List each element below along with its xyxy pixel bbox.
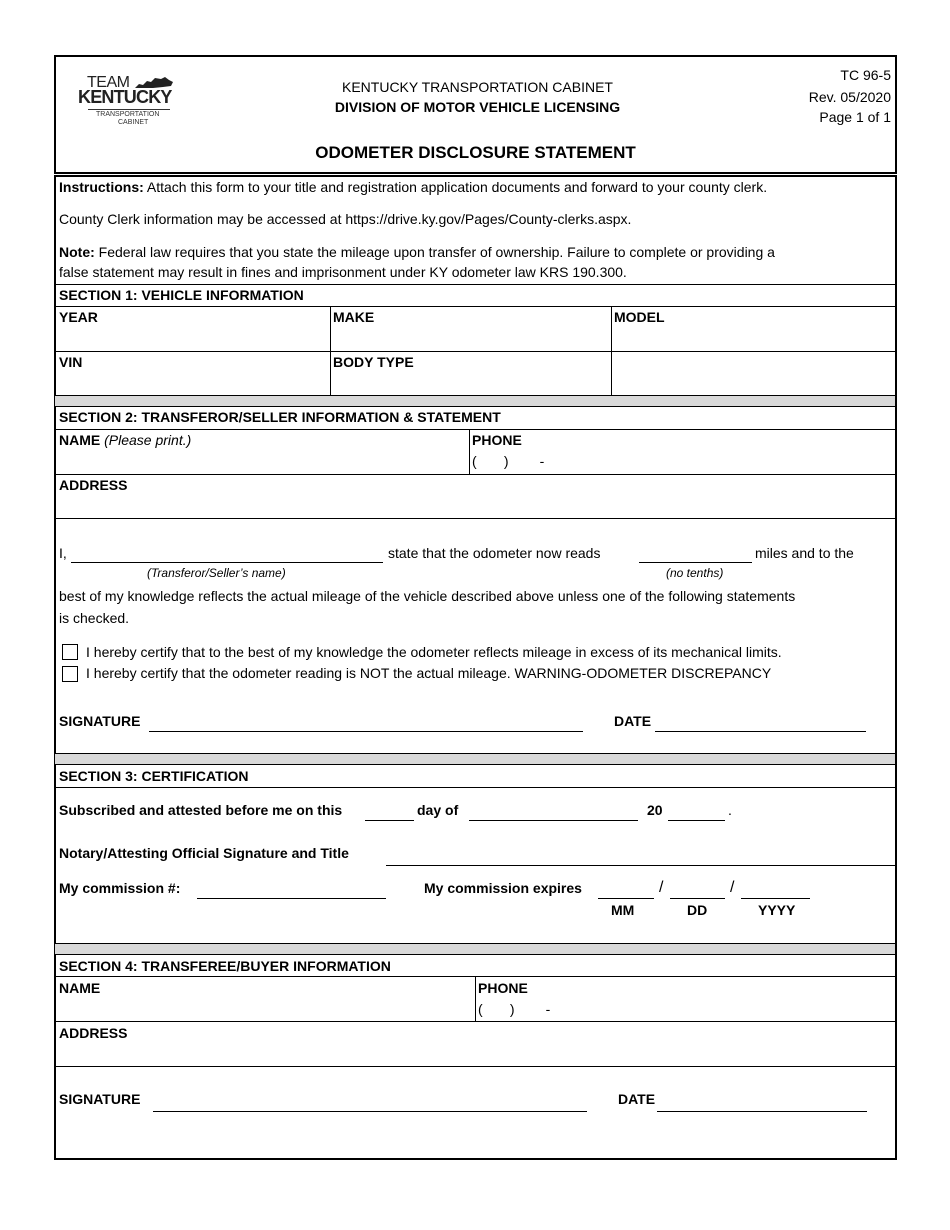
logo-kentucky-text: KENTUCKY [78, 87, 172, 107]
divider [55, 284, 895, 285]
divider [55, 1066, 895, 1067]
seller-date-line[interactable] [655, 731, 866, 732]
divider [475, 976, 476, 1021]
section-separator [55, 943, 895, 955]
statement-end: miles and to the [755, 545, 854, 561]
divider [55, 787, 895, 788]
attest-day-line[interactable] [365, 820, 414, 821]
vin-label: VIN [59, 354, 83, 370]
no-tenths-caption: (no tenths) [666, 566, 724, 580]
seller-name-line[interactable] [71, 562, 383, 563]
seller-phone-format: ( ) - [472, 453, 545, 469]
note-text: Federal law requires that you state the mileage upon transfer of ownership. Failure to complete or providing a [98, 244, 775, 260]
statement-line2: best of my knowledge reflects the actual mileage of the vehicle described above unless one of the following statements [59, 588, 796, 604]
notary-label: Notary/Attesting Official Signature and Title [59, 845, 349, 861]
divider [55, 474, 895, 475]
year-prefix: 20 [647, 802, 663, 818]
note-label: Note: [59, 244, 95, 260]
divider [55, 518, 895, 519]
body-type-label: BODY TYPE [333, 354, 414, 370]
seller-signature-label: SIGNATURE [59, 713, 141, 729]
form-revision: Rev. 05/2020 [808, 89, 891, 105]
commission-expires-label: My commission expires [424, 880, 582, 896]
page-count: Page 1 of 1 [819, 109, 891, 125]
odometer-reading-line[interactable] [639, 562, 752, 563]
seller-name-label: NAME [59, 432, 101, 448]
divider [55, 1021, 895, 1022]
section-separator [55, 753, 895, 765]
expires-day-line[interactable] [670, 898, 725, 899]
team-kentucky-logo [78, 74, 178, 130]
form-number: TC 96-5 [840, 67, 891, 83]
seller-address-label: ADDRESS [59, 477, 128, 493]
date-slash: / [659, 879, 664, 896]
commission-number-label: My commission #: [59, 880, 181, 896]
instructions [59, 179, 767, 195]
divider [55, 351, 895, 352]
section-separator [55, 395, 895, 407]
odometer-discrepancy-checkbox[interactable] [62, 666, 78, 682]
statement-i: I, [59, 545, 67, 561]
instructions-label: Instructions: [59, 179, 144, 195]
agency-name: KENTUCKY TRANSPORTATION CABINET [342, 79, 613, 95]
dd-caption: DD [687, 902, 708, 918]
notary-signature-line[interactable] [386, 865, 895, 866]
yyyy-caption: YYYY [758, 902, 796, 918]
buyer-date-label: DATE [618, 1091, 656, 1107]
commission-number-line[interactable] [197, 898, 386, 899]
day-of-text: day of [417, 802, 459, 818]
expires-month-line[interactable] [598, 898, 654, 899]
seller-name-field-label [59, 432, 191, 448]
section4-heading: SECTION 4: TRANSFEREE/BUYER INFORMATION [59, 958, 391, 974]
instructions-text: Attach this form to your title and registration application documents and forward to your county clerk. [146, 179, 768, 195]
buyer-phone-format: ( ) - [478, 1001, 551, 1017]
divider [55, 429, 895, 430]
statement-line3: is checked. [59, 610, 130, 626]
logo-rule [88, 109, 170, 110]
buyer-name-label: NAME [59, 980, 101, 996]
seller-signature-line[interactable] [149, 731, 583, 732]
seller-date-label: DATE [614, 713, 652, 729]
section3-heading: SECTION 3: CERTIFICATION [59, 768, 249, 784]
statement-middle: state that the odometer now reads [388, 545, 601, 561]
year-label: YEAR [59, 309, 98, 325]
section2-heading: SECTION 2: TRANSFEROR/SELLER INFORMATION & STATEMENT [59, 409, 501, 425]
mechanical-limits-text: I hereby certify that to the best of my knowledge the odometer reflects mileage in excess of its mechanical limits. [86, 644, 782, 660]
division-name: DIVISION OF MOTOR VEHICLE LICENSING [334, 99, 621, 115]
model-label: MODEL [614, 309, 665, 325]
make-label: MAKE [333, 309, 375, 325]
odometer-discrepancy-text: I hereby certify that the odometer reading is NOT the actual mileage. WARNING-ODOMETER DISCREPANCY [86, 665, 772, 681]
seller-phone-label: PHONE [472, 432, 522, 448]
attest-period: . [728, 802, 732, 818]
logo-team-text: TEAM [87, 74, 130, 91]
mm-caption: MM [611, 902, 635, 918]
buyer-address-label: ADDRESS [59, 1025, 128, 1041]
subscribed-text: Subscribed and attested before me on this [59, 802, 343, 818]
note-line1 [59, 244, 775, 260]
expires-year-line[interactable] [741, 898, 810, 899]
buyer-phone-label: PHONE [478, 980, 528, 996]
logo-sub-line1: TRANSPORTATION [96, 111, 160, 118]
buyer-signature-label: SIGNATURE [59, 1091, 141, 1107]
seller-name-hint: (Please print.) [104, 432, 192, 448]
section1-heading: SECTION 1: VEHICLE INFORMATION [59, 287, 304, 303]
attest-month-line[interactable] [469, 820, 638, 821]
county-clerk-info: County Clerk information may be accessed at https://drive.ky.gov/Pages/County-clerks.aspx. [59, 211, 632, 227]
divider [469, 429, 470, 474]
logo-sub-line2: CABINET [118, 119, 149, 126]
divider [55, 306, 895, 307]
date-slash: / [730, 879, 735, 896]
mechanical-limits-checkbox[interactable] [62, 644, 78, 660]
seller-name-caption: (Transferor/Seller’s name) [147, 566, 286, 580]
buyer-signature-line[interactable] [153, 1111, 587, 1112]
attest-year-line[interactable] [668, 820, 725, 821]
note-line2: false statement may result in fines and imprisonment under KY odometer law KRS 190.300. [59, 264, 627, 280]
buyer-date-line[interactable] [657, 1111, 867, 1112]
form-title: ODOMETER DISCLOSURE STATEMENT [315, 143, 636, 162]
